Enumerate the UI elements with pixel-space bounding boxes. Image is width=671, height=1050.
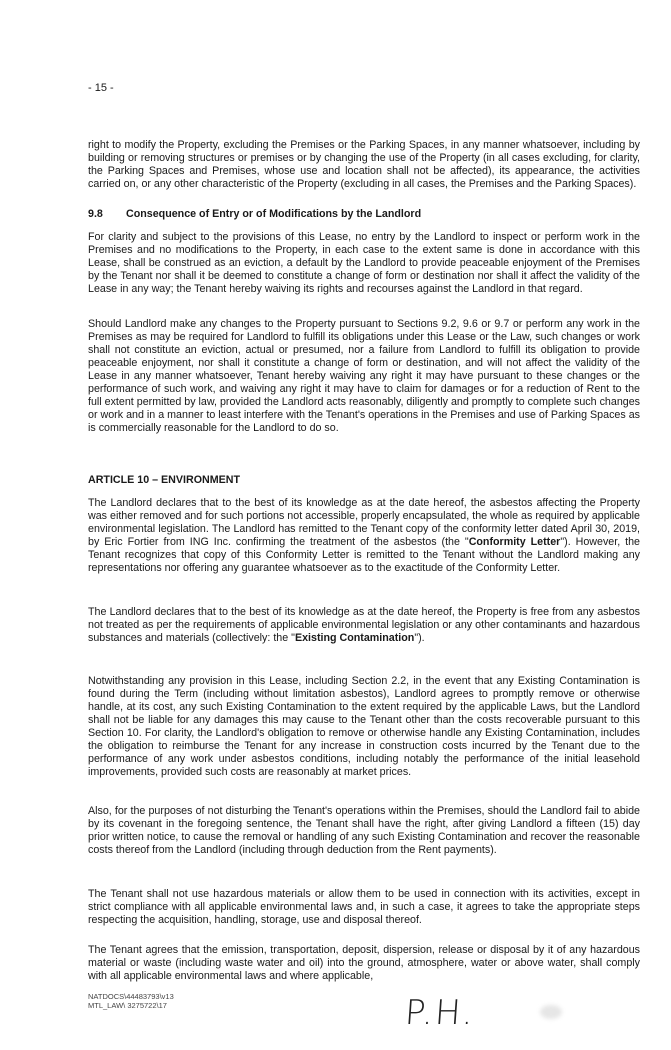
paragraph: Also, for the purposes of not disturbing the Tenant's operations within the Premises, should the Landlord fail to abide by its covenant in the foregoing sentence, the Tenant shall have the right, after giving Landlord a fifteen (15) day prior written notice, to cause the removal or handling of any such Existing Contamination and recover the reasonable costs thereof from the Landlord (including through deduction from the Rent payments).: [88, 805, 640, 856]
defined-term: Conformity Letter: [468, 536, 561, 548]
signature-initials: P.H.: [403, 993, 477, 1033]
defined-term: Existing Contamination: [294, 632, 415, 644]
paragraph: [88, 497, 640, 575]
doc-id: NATDOCS\44483793\v13: [88, 992, 174, 1001]
text: "). However, the Tenant recognizes that copy of this Conformity Letter is remitted to the Tenant without the Landlord making any representations nor offering any guarantee whatsoever as to the exactitude of the Conformity Letter.: [88, 536, 640, 574]
page-number: - 15 -: [88, 82, 114, 94]
paragraph: For clarity and subject to the provisions of this Lease, no entry by the Landlord to inspect or perform work in the Premises and no modifications to the Property, in each case to the extent same is done in accordance with this Lease, shall be construed as an eviction, a default by the Landlord to provide peaceable enjoyment of the Premises by the Tenant nor shall it be deemed to constitute a change of form or destination nor shall it affect the validity of the Lease in any way; the Tenant hereby waiving its rights and recourses against the Landlord in that regard.: [88, 231, 640, 295]
paragraph: Should Landlord make any changes to the Property pursuant to Sections 9.2, 9.6 or 9.7 or perform any work in the Premises as may be required for Landlord to fulfill its obligations under this Lease or the Law, such changes or work shall not constitute an eviction, actual or presumed, nor a failure from Landlord to fulfill its obligation to provide peaceable enjoyment, nor shall it constitute a change of form or destination, and will not affect the validity of the Lease in any manner whatsoever, Tenant hereby waiving any right it may have pursuant to these changes or the performance of such work, and waiving any right it may have to claim for damages or for a reduction of Rent to the full extent permitted by law, provided the Landlord acts reasonably, diligently and promptly to complete such changes or work and in a manner to least interfere with the Tenant's operations in the Premises and use of Parking Spaces as is commercially reasonable for the Landlord to do so.: [88, 318, 640, 434]
text: The Landlord declares that to the best of its knowledge as at the date hereof, the Property is free from any asbestos not treated as per the requirements of applicable environmental legislation or any other contaminants and hazardous substances and materials (collectively: the ": [88, 606, 640, 644]
section-heading-9-8: [88, 208, 640, 221]
paragraph: right to modify the Property, excluding the Premises or the Parking Spaces, in any manner whatsoever, including by building or removing structures or premises or by changing the use of the Property (in all cases excluding, for clarity, the Parking Spaces and Premises, whose use and location shall not be affected), its appearance, the activities carried on, or any other characteristic of the Property (excluding in all cases, the Premises and the Parking Spaces).: [88, 139, 640, 190]
doc-id: MTL_LAW\ 3275722\17: [88, 1001, 167, 1010]
paragraph: Notwithstanding any provision in this Lease, including Section 2.2, in the event that any Existing Contamination is found during the Term (including without limitation asbestos), Landlord agrees to promptly remove or otherwise handle, at its cost, any such Existing Contamination to the extent required by the applicable Laws, but the Landlord shall not be liable for any damages this may cause to the Tenant other than the costs recoverable pursuant to this Section 10. For clarity, the Landlord's obligation to remove or otherwise handle any Existing Contamination, includes the obligation to reimburse the Tenant for any increase in construction costs incurred by the Tenant due to the performance of any work under asbestos conditions, including notably the performance of the initial leasehold improvements, provided such costs are reasonably at market prices.: [88, 675, 640, 778]
scan-smudge: [540, 1005, 562, 1019]
section-title: Consequence of Entry or of Modifications by the Landlord: [126, 208, 422, 220]
paragraph: [88, 606, 640, 645]
article-heading: ARTICLE 10 – ENVIRONMENT: [88, 474, 241, 486]
text: ").: [414, 632, 425, 644]
paragraph: The Tenant shall not use hazardous materials or allow them to be used in connection with its activities, except in strict compliance with all applicable environmental laws and, in such a case, it agrees to take the appropriate steps respecting the acquisition, handling, storage, use and disposal thereof.: [88, 888, 640, 926]
paragraph: The Tenant agrees that the emission, transportation, deposit, dispersion, release or disposal by it of any hazardous material or waste (including waste water and oil) into the ground, atmosphere, water or above water, shall comply with all applicable environmental laws and where applicable,: [88, 944, 640, 982]
document-reference: [88, 992, 174, 1010]
section-number: 9.8: [88, 208, 103, 220]
text: The Landlord declares that to the best of its knowledge as at the date hereof, the asbestos affecting the Property was either removed and for such portions not accessible, properly encapsulated, the whole as required by applicable environmental legislation. The Landlord has remitted to the Tenant copy of the conformity letter dated April 30, 2019, by Eric Fortier from ING Inc. confirming the treatment of the asbestos (the ": [88, 497, 640, 548]
